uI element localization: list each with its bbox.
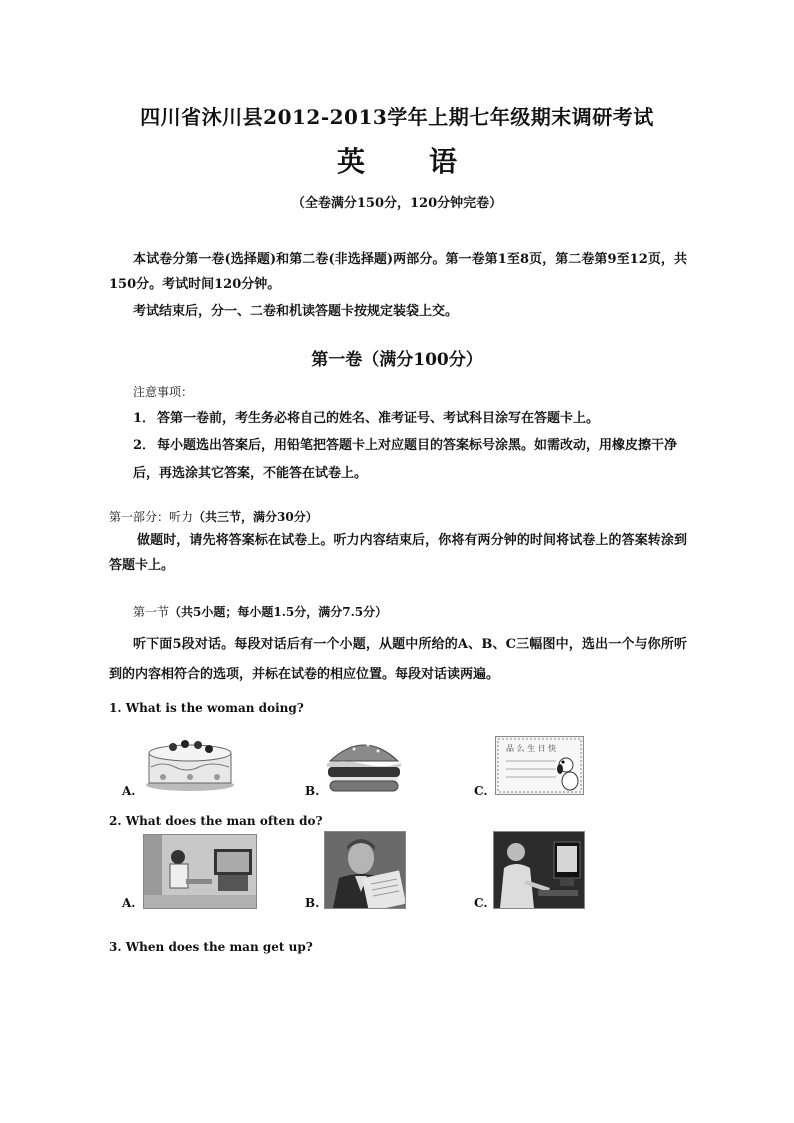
cake-image — [143, 735, 238, 793]
notice-item-text: 每小题选出答案后，用铅笔把答题卡上对应题目的答案标号涂黑。如需改动，用橡皮擦干净后，再选涂其它答案，不能答在试卷上。 — [133, 438, 678, 481]
option-c-label: C. — [474, 784, 488, 798]
volume-1-title: 第一卷（满分100分） — [311, 350, 483, 370]
hamburger-image — [324, 733, 404, 795]
notice-item-2 — [133, 432, 693, 488]
part-1-detail: （共三节，满分30分） — [193, 510, 318, 524]
notice-item-number: 1． — [133, 411, 156, 426]
subject-title — [0, 140, 794, 180]
using-computer-image — [493, 831, 585, 909]
part-1-heading — [109, 508, 318, 525]
svg-text:品 么 生 日 快: 品 么 生 日 快 — [506, 744, 557, 753]
part-1-instruction: 做题时，请先将答案标在试卷上。听力内容结束后，你将有两分钟的时间将试卷上的答案转涂到答题卡上。 — [109, 533, 687, 573]
section-1-instruction: 听下面5段对话。每段对话后有一个小题，从题中所给的A、B、C三幅图中，选出一个与你所听到的内容相符合的选项，并标在试卷的相应位置。每段对话读两遍。 — [109, 637, 687, 682]
option-b-label: B. — [305, 896, 320, 910]
notice-item-1 — [133, 405, 693, 433]
option-b-label: B. — [305, 784, 320, 798]
intro-paragraph: 本试卷分第一卷(选择题)和第二卷(非选择题)两部分。第一卷第1至8页，第二卷第9至12页，共150分。考试时间120分钟。 — [109, 252, 687, 292]
notice-item-number: 2． — [133, 438, 156, 453]
exam-title: 四川省沐川县2012-2013学年上期七年级期末调研考试 — [140, 105, 654, 129]
subject-char-1: 英 — [336, 145, 365, 178]
section-1-detail: （共5小题；每小题1.5分，满分7.5分） — [169, 605, 388, 619]
option-c-label: C. — [474, 896, 488, 910]
notice-heading: 注意事项： — [133, 385, 194, 399]
question-2: 2. What does the man often do? — [109, 814, 323, 828]
question-3: 3. When does the man get up? — [109, 940, 313, 954]
option-a-label: A. — [122, 784, 136, 798]
section-1-heading — [133, 603, 387, 620]
reading-newspaper-image — [324, 831, 406, 909]
section-1-label: 第一节 — [133, 605, 170, 619]
option-a-label: A. — [122, 896, 136, 910]
notice-item-text: 答第一卷前，考生务必将自己的姓名、准考证号、考试科目涂写在答题卡上。 — [157, 411, 600, 426]
part-1-label: 第一部分：听力 — [109, 510, 194, 524]
subject-char-2: 语 — [429, 145, 458, 178]
submission-note: 考试结束后，分一、二卷和机读答题卡按规定装袋上交。 — [133, 304, 459, 319]
greeting-card-image — [495, 736, 584, 795]
watching-tv-image — [143, 834, 257, 909]
question-1: 1. What is the woman doing? — [109, 701, 304, 715]
full-score-note: （全卷满分150分，120分钟完卷） — [291, 196, 503, 211]
